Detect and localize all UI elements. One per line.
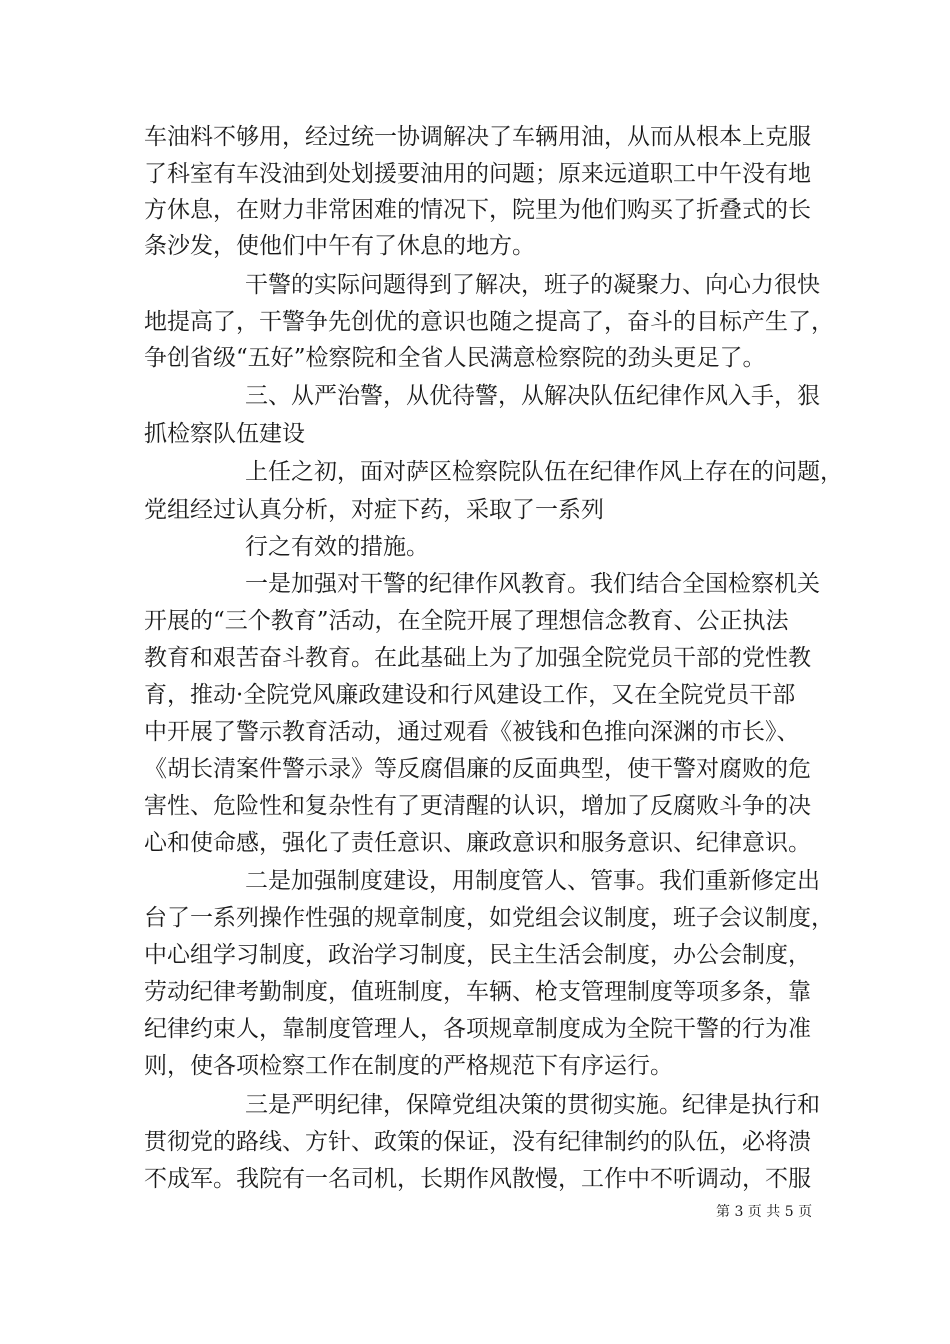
- text-line: 行之有效的措施。: [245, 534, 429, 560]
- text-line: 抓检察队伍建设: [144, 421, 305, 447]
- text-line: 教育和艰苦奋斗教育。在此基础上为了加强全院党员干部的党性教: [144, 645, 811, 671]
- text-line: 中心组学习制度，政治学习制度，民主生活会制度，办公会制度，: [144, 942, 811, 968]
- text-line: 开展的“三个教育”活动，在全院开展了理想信念教育、公正执法: [144, 608, 789, 634]
- text-line: 地提高了，干警争先创优的意识也随之提高了，奋斗的目标产生了，: [144, 309, 834, 335]
- text-line: 《胡长清案件警示录》等反腐倡廉的反面典型，使干警对腐败的危: [144, 756, 811, 782]
- text-line: 劳动纪律考勤制度，值班制度，车辆、枪支管理制度等项多条，靠: [144, 979, 811, 1005]
- text-line: 党组经过认真分析，对症下药，采取了一系列: [144, 497, 604, 523]
- text-line: 心和使命感，强化了责任意识、廉政意识和服务意识、纪律意识。: [144, 830, 811, 856]
- text-line: 方休息，在财力非常困难的情况下，院里为他们购买了折叠式的长: [144, 197, 811, 223]
- text-line: 不成军。我院有一名司机，长期作风散慢，工作中不听调动，不服: [144, 1166, 811, 1192]
- text-line: 害性、危险性和复杂性有了更清醒的认识，增加了反腐败斗争的决: [144, 793, 811, 819]
- text-line: 中开展了警示教育活动，通过观看《被钱和色推向深渊的市长》、: [144, 719, 800, 745]
- text-line: 了科室有车没油到处划援要油用的问题；原来远道职工中午没有地: [144, 161, 811, 187]
- text-line: 条沙发，使他们中午有了休息的地方。: [144, 233, 535, 259]
- text-line: 台了一系列操作性强的规章制度，如党组会议制度，班子会议制度，: [144, 905, 834, 931]
- text-line: 二是加强制度建设，用制度管人、管事。我们重新修定出: [245, 868, 820, 894]
- text-line: 上任之初，面对萨区检察院队伍在纪律作风上存在的问题，: [245, 459, 843, 485]
- text-line: 三、从严治警，从优待警，从解决队伍纪律作风入手，狠: [245, 383, 820, 409]
- text-line: 纪律约束人，靠制度管理人，各项规章制度成为全院干警的行为准: [144, 1016, 811, 1042]
- text-line: 一是加强对干警的纪律作风教育。我们结合全国检察机关: [245, 571, 820, 597]
- text-line: 育，推动·全院党风廉政建设和行风建设工作，又在全院党员干部: [144, 682, 796, 708]
- page-footer: 第 3 页 共 5 页: [716, 1204, 813, 1220]
- text-line: 则，使各项检察工作在制度的严格规范下有序运行。: [144, 1053, 673, 1079]
- text-line: 贯彻党的路线、方针、政策的保证，没有纪律制约的队伍，必将溃: [144, 1129, 811, 1155]
- text-line: 车油料不够用，经过统一协调解决了车辆用油，从而从根本上克服: [144, 124, 811, 150]
- text-line: 争创省级“五好”检察院和全省人民满意检察院的劲头更足了。: [144, 345, 766, 371]
- text-line: 干警的实际问题得到了解决，班子的凝聚力、向心力很快: [245, 272, 820, 298]
- text-line: 三是严明纪律，保障党组决策的贯彻实施。纪律是执行和: [245, 1092, 820, 1118]
